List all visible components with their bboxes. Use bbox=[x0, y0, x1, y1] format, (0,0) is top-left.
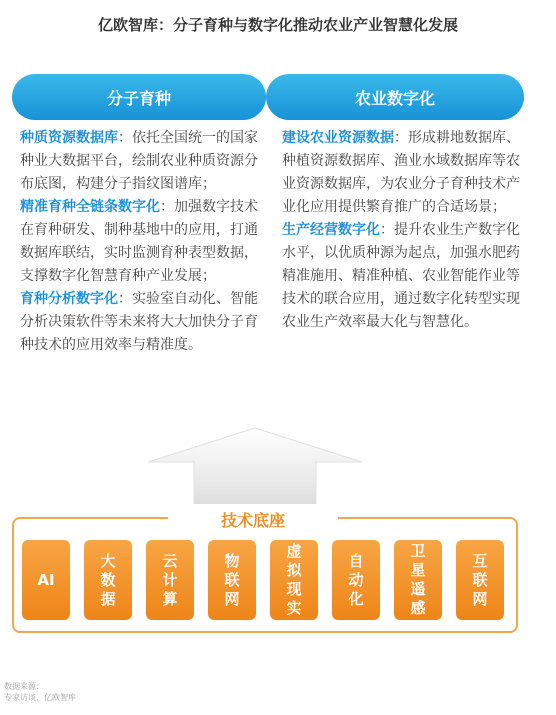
item-text: ：形成耕地数据库、种植资源数据库、渔业水域数据库等农业资源数据库，为农业分子育种技术产业化应用提供繁育推广的合适场景； bbox=[282, 130, 520, 215]
tech-tile-automation bbox=[332, 540, 380, 620]
tile-label: 物联网 bbox=[224, 551, 240, 608]
tech-tile-cloud-computing bbox=[146, 540, 194, 620]
data-source bbox=[4, 681, 76, 703]
tech-foundation-label: 技术底座 bbox=[168, 504, 338, 534]
tile-label: 自动化 bbox=[348, 551, 364, 608]
tile-label: AI bbox=[37, 570, 55, 589]
tile-label: 卫星遥感 bbox=[410, 542, 426, 617]
tech-tile-virtual-reality bbox=[270, 540, 318, 620]
item-label: 生产经营数字化 bbox=[282, 222, 380, 238]
tech-tile-ai bbox=[22, 540, 70, 620]
item-label: 精准育种全链条数字化 bbox=[20, 199, 160, 215]
tech-tile-internet bbox=[456, 540, 504, 620]
item-text: ：加强数字技术在育种研发、制种基地中的应用，打通数据库联结，实时监测育种表型数据，支撑数字化智慧育种产业发展； bbox=[20, 199, 258, 284]
item-text: ：提升农业生产数字化水平，以优质种源为起点，加强水肥药精准施用、精准种植、农业智能作业等技术的联合应用，通过数字化转型实现农业生产效率最大化与智慧化。 bbox=[282, 222, 520, 330]
header-agricultural-digitalization: 农业数字化 bbox=[266, 74, 524, 120]
source-line-1: 数据来源： bbox=[4, 682, 44, 691]
tech-tile-iot bbox=[208, 540, 256, 620]
item-text: ：实验室自动化、智能分析决策软件等未来将大大加快分子育种技术的应用效率与精准度。 bbox=[20, 291, 258, 353]
header-molecular-breeding: 分子育种 bbox=[12, 74, 266, 120]
item-label: 种质资源数据库 bbox=[20, 130, 118, 146]
tech-tile-satellite-remote-sensing bbox=[394, 540, 442, 620]
tile-label: 互联网 bbox=[472, 551, 488, 608]
molecular-breeding-text bbox=[20, 127, 264, 357]
agricultural-digitalization-text bbox=[282, 127, 522, 334]
item-label: 建设农业资源数据 bbox=[282, 130, 394, 146]
tech-tile-big-data bbox=[84, 540, 132, 620]
tile-label: 云计算 bbox=[162, 551, 178, 608]
tile-label: 虚拟现实 bbox=[286, 542, 302, 617]
source-line-2: 专家访谈、亿欧智库 bbox=[4, 693, 76, 702]
item-label: 育种分析数字化 bbox=[20, 291, 118, 307]
tile-label: 大数据 bbox=[100, 551, 116, 608]
item-text: ：依托全国统一的国家种业大数据平台，绘制农业种质资源分布底图，构建分子指纹图谱库； bbox=[20, 130, 258, 192]
tech-tiles bbox=[22, 540, 508, 620]
page-title: 亿欧智库：分子育种与数字化推动农业产业智慧化发展 bbox=[97, 16, 458, 34]
